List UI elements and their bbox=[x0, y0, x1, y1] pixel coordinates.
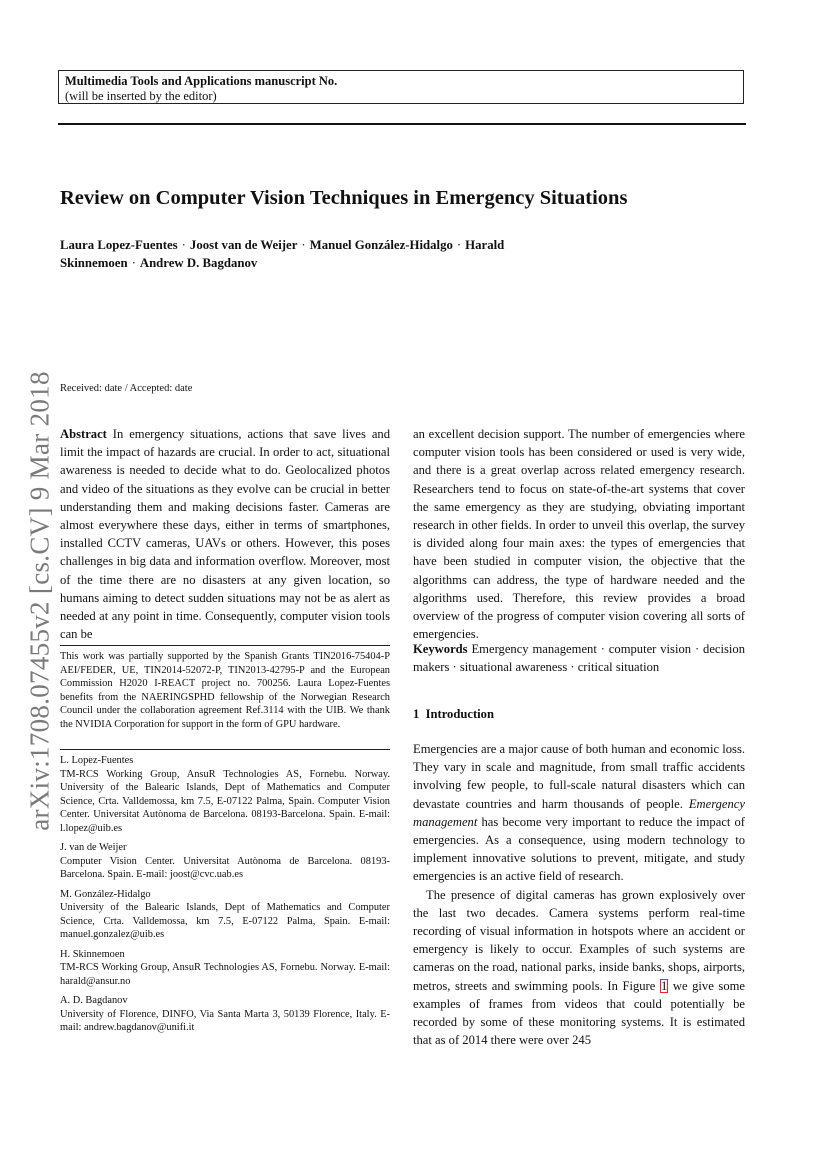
affiliation-name: L. Lopez-Fuentes bbox=[60, 755, 134, 766]
affiliation-address: Computer Vision Center. Universitat Autònoma de Barcelona. 08193-Barcelona. Spain. E-mail: joost@cvc.uab.es bbox=[60, 855, 390, 880]
abstract-continued: an excellent decision support. The number of emergencies where computer vision tools has been considered or used is very wide, and there is a great overlap across related emergency research. Researchers tend to focus on state-of-the-art systems that cover the same emergency as they are studying, obviating important research in other fields. In order to unveil this overlap, the survey is divided along four main axes: the types of emergencies that have been studied in computer vision, the objective that the algorithms can address, the type of hardware needed and the algorithms used. Therefore, this review provides a broad overview of the progress of computer vision covering all sorts of emergencies. bbox=[413, 427, 745, 642]
section-number: 1 bbox=[413, 707, 420, 721]
author-name: Laura Lopez-Fuentes bbox=[60, 238, 178, 252]
author-name: Joost van de Weijer bbox=[189, 238, 298, 252]
author-name: Harald Skinnemoen bbox=[60, 238, 505, 270]
intro-text: The presence of digital cameras has grown explosively over the last two decades. Camera systems perform real-time recording of visual information in hotspots where an accident or emergency is likely to occur. Examples of such systems are cameras on the road, national parks, inside banks, shops, airports, metros, streets and swimming pools. In Figure bbox=[413, 887, 745, 993]
intro-paragraph bbox=[413, 886, 745, 1050]
abstract bbox=[60, 425, 390, 643]
affiliation-rule bbox=[60, 749, 390, 750]
keywords-label: Keywords bbox=[413, 642, 468, 656]
editor-note: (will be inserted by the editor) bbox=[65, 89, 217, 103]
affiliation-address: University of Florence, DINFO, Via Santa Marta 3, 50139 Florence, Italy. E-mail: andrew.bagdanov@unifi.it bbox=[60, 1008, 390, 1033]
affiliation-entry bbox=[60, 994, 390, 1035]
affiliation-name: M. González-Hidalgo bbox=[60, 888, 151, 900]
section-title: Introduction bbox=[425, 707, 494, 721]
author-list bbox=[60, 236, 560, 272]
abstract-text: In emergency situations, actions that save lives and limit the impact of hazards are crucial. In order to act, situational awareness is needed to decide what to do. Geolocalized photos and video of the situations as they evolve can be crucial in better understanding them and making decisions faster. Cameras are almost everywhere these days, either in terms of smartphones, installed CCTV cameras, UAVs or others. However, this poses challenges in big data and information overflow. Moreover, most of the time there are no disasters at any given location, so humans aiming to detect sudden situations may not be as alert as needed at any point in time. Consequently, computer vision tools can be bbox=[60, 427, 390, 642]
received-dates: Received: date / Accepted: date bbox=[60, 383, 193, 394]
author-separator: · bbox=[456, 238, 462, 252]
figure-reference-link[interactable]: 1 bbox=[660, 978, 668, 993]
affiliation-address: TM-RCS Working Group, AnsuR Technologies AS, Fornebu. Norway. University of the Balearic Islands, Dept of Mathematics and Computer Science, Crta. Valldemossa, km 7.5, E-07122 Palma, Spain. Computer Vision Center. Universitat Autònoma de Barcelona. 08193-Barcelona. Spain. E-mail: l.lopez@uib.es bbox=[60, 768, 390, 834]
author-separator: · bbox=[131, 256, 136, 270]
footnote-rule bbox=[60, 645, 390, 646]
affiliation-entry bbox=[60, 754, 390, 835]
journal-header-box bbox=[58, 70, 744, 104]
intro-text: has become very important to reduce the impact of emergencies. As a consequence, using modern technology to implement innovative solutions to prevent, mitigate, and study emergencies is an active field of research. bbox=[413, 814, 745, 884]
paper-title: Review on Computer Vision Techniques in Emergency Situations bbox=[60, 187, 628, 209]
author-name: Manuel González-Hidalgo bbox=[309, 238, 453, 252]
header-rule bbox=[58, 123, 746, 125]
abstract-label: Abstract bbox=[60, 427, 107, 441]
intro-text: Emergencies are a major cause of both human and economic loss. They vary in scale and magnitude, from small traffic accidents involving few people, to full-scale natural disasters which can devastate countries and harm thousands of people. bbox=[413, 742, 745, 811]
introduction-body bbox=[413, 740, 745, 1049]
affiliation-entry bbox=[60, 948, 390, 989]
author-name: Andrew D. Bagdanov bbox=[139, 256, 258, 270]
keywords-text: Emergency management · computer vision · decision makers · situational awareness · critical situation bbox=[413, 642, 745, 675]
intro-paragraph bbox=[413, 740, 745, 886]
journal-name: Multimedia Tools and Applications manuscript No. bbox=[65, 74, 338, 88]
author-separator: · bbox=[181, 238, 186, 252]
affiliation-entry bbox=[60, 841, 390, 882]
affiliation-name: J. van de Weijer bbox=[60, 842, 127, 853]
arxiv-identifier: arXiv:1708.07455v2 [cs.CV] 9 Mar 2018 bbox=[24, 371, 55, 831]
arxiv-stamp-margin bbox=[0, 0, 54, 1171]
affiliation-name: H. Skinnemoen bbox=[60, 948, 125, 960]
section-heading bbox=[413, 707, 745, 722]
keywords bbox=[413, 640, 745, 676]
affiliation-address: University of the Balearic Islands, Dept of Mathematics and Computer Science, Crta. Valldemossa, km 7.5, E-07122 Palma, Spain. E-mail: manuel.gonzalez@uib.es bbox=[60, 902, 390, 940]
affiliation-entry bbox=[60, 888, 390, 942]
emphasis-term: Emergency management bbox=[413, 796, 745, 829]
funding-footnote: This work was partially supported by the Spanish Grants TIN2016-75404-P AEI/FEDER, UE, TIN2014-52072-P, TIN2013-42795-P and the European Commission H2020 I-REACT project no. 700256. Laura Lopez-Fuentes benefits from the NAERINGSPHD fellowship of the Norwegian Research Council under the collaboration agreement Ref.3114 with the UIB. We thank the NVIDIA Corporation for support in the form of GPU hardware. bbox=[60, 651, 390, 730]
affiliation-name: A. D. Bagdanov bbox=[60, 995, 128, 1006]
author-separator: · bbox=[301, 238, 306, 252]
intro-text: we give some examples of frames from videos that could potentially be recorded by some of these monitoring systems. It is estimated that as of 2014 there were over 245 bbox=[413, 978, 746, 1048]
affiliations bbox=[60, 754, 390, 1041]
affiliation-address: TM-RCS Working Group, AnsuR Technologies AS, Fornebu. Norway. E-mail: harald@ansur.no bbox=[60, 962, 390, 987]
